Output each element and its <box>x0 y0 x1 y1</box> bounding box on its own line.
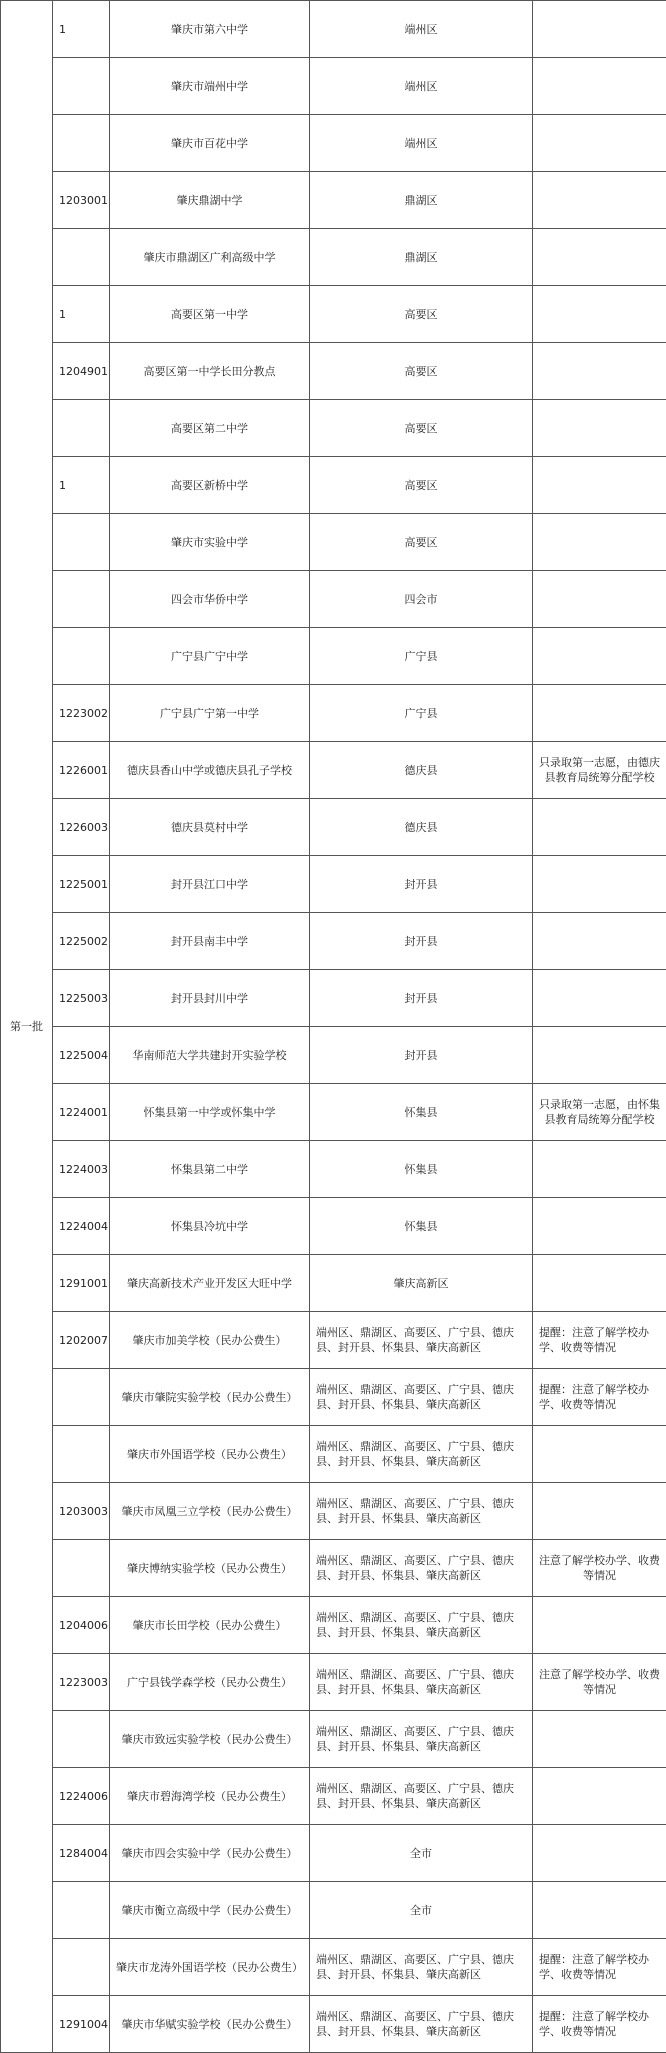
table-row <box>1 1141 666 1198</box>
table-row <box>1 1825 666 1882</box>
school-name: 肇庆市致远实验学校（民办公费生） <box>110 1711 310 1768</box>
school-name: 肇庆市百花中学 <box>110 115 310 172</box>
table-row <box>1 1711 666 1768</box>
enrollment-area: 高要区 <box>310 343 533 400</box>
school-name: 华南师范大学共建封开实验学校 <box>110 1027 310 1084</box>
school-name: 怀集县第一中学或怀集中学 <box>110 1084 310 1141</box>
school-name: 德庆县莫村中学 <box>110 799 310 856</box>
note <box>533 1483 666 1540</box>
table-row <box>1 1483 666 1540</box>
school-code <box>53 1540 110 1597</box>
school-code: 1224001 <box>53 1084 110 1141</box>
table-row <box>1 856 666 913</box>
school-name: 肇庆市龙涛外国语学校（民办公费生） <box>110 1939 310 1996</box>
enrollment-area: 高要区 <box>310 457 533 514</box>
table-row <box>1 1597 666 1654</box>
enrollment-area: 怀集县 <box>310 1141 533 1198</box>
note: 提醒：注意了解学校办学、收费等情况 <box>533 1312 666 1369</box>
table-row <box>1 457 666 514</box>
school-name: 德庆县香山中学或德庆县孔子学校 <box>110 742 310 799</box>
school-code <box>53 628 110 685</box>
enrollment-area: 端州区、鼎湖区、高要区、广宁县、德庆县、封开县、怀集县、肇庆高新区 <box>310 1996 533 2053</box>
school-name: 广宁县广宁第一中学 <box>110 685 310 742</box>
table-row <box>1 1654 666 1711</box>
school-code: 1226003 <box>53 799 110 856</box>
enrollment-area: 封开县 <box>310 856 533 913</box>
note <box>533 970 666 1027</box>
table-row <box>1 1768 666 1825</box>
note <box>533 1426 666 1483</box>
table-row <box>1 1198 666 1255</box>
note: 提醒：注意了解学校办学、收费等情况 <box>533 1996 666 2053</box>
school-name: 广宁县钱学森学校（民办公费生） <box>110 1654 310 1711</box>
note: 提醒：注意了解学校办学、收费等情况 <box>533 1939 666 1996</box>
table-row <box>1 628 666 685</box>
enrollment-area: 全市 <box>310 1882 533 1939</box>
school-code: 1225001 <box>53 856 110 913</box>
note <box>533 1 666 58</box>
school-code: 1224006 <box>53 1768 110 1825</box>
enrollment-area: 端州区、鼎湖区、高要区、广宁县、德庆县、封开县、怀集县、肇庆高新区 <box>310 1711 533 1768</box>
enrollment-area: 封开县 <box>310 913 533 970</box>
enrollment-area: 封开县 <box>310 970 533 1027</box>
school-code: 1225002 <box>53 913 110 970</box>
note <box>533 229 666 286</box>
school-name: 封开县江口中学 <box>110 856 310 913</box>
enrollment-area: 怀集县 <box>310 1084 533 1141</box>
school-code: 1225004 <box>53 1027 110 1084</box>
school-code: 1204006 <box>53 1597 110 1654</box>
enrollment-area: 德庆县 <box>310 742 533 799</box>
table-row <box>1 685 666 742</box>
note <box>533 400 666 457</box>
school-code <box>53 229 110 286</box>
enrollment-area: 端州区、鼎湖区、高要区、广宁县、德庆县、封开县、怀集县、肇庆高新区 <box>310 1768 533 1825</box>
note: 注意了解学校办学、收费等情况 <box>533 1654 666 1711</box>
table-row <box>1 1939 666 1996</box>
school-code <box>53 400 110 457</box>
table-row <box>1 343 666 400</box>
school-name: 肇庆市衡立高级中学（民办公费生） <box>110 1882 310 1939</box>
enrollment-area: 端州区 <box>310 1 533 58</box>
school-code <box>53 571 110 628</box>
table-row <box>1 742 666 799</box>
note <box>533 1255 666 1312</box>
school-name: 怀集县第二中学 <box>110 1141 310 1198</box>
table-row <box>1 400 666 457</box>
school-code: 1 <box>53 286 110 343</box>
school-name: 肇庆鼎湖中学 <box>110 172 310 229</box>
table-row <box>1 1996 666 2053</box>
note <box>533 58 666 115</box>
note <box>533 1141 666 1198</box>
enrollment-area: 德庆县 <box>310 799 533 856</box>
school-name: 肇庆博纳实验学校（民办公费生） <box>110 1540 310 1597</box>
table-row <box>1 1027 666 1084</box>
enrollment-area: 端州区、鼎湖区、高要区、广宁县、德庆县、封开县、怀集县、肇庆高新区 <box>310 1939 533 1996</box>
school-name: 肇庆市加美学校（民办公费生） <box>110 1312 310 1369</box>
note <box>533 628 666 685</box>
table-row <box>1 1426 666 1483</box>
school-name: 封开县封川中学 <box>110 970 310 1027</box>
enrollment-area: 全市 <box>310 1825 533 1882</box>
note <box>533 1027 666 1084</box>
note <box>533 514 666 571</box>
table-row <box>1 913 666 970</box>
school-name: 肇庆市四会实验中学（民办公费生） <box>110 1825 310 1882</box>
table-row <box>1 286 666 343</box>
enrollment-area: 端州区、鼎湖区、高要区、广宁县、德庆县、封开县、怀集县、肇庆高新区 <box>310 1597 533 1654</box>
school-name: 肇庆市实验中学 <box>110 514 310 571</box>
note <box>533 1198 666 1255</box>
table-row <box>1 1312 666 1369</box>
enrollment-area: 怀集县 <box>310 1198 533 1255</box>
school-code: 1202007 <box>53 1312 110 1369</box>
table-row <box>1 1255 666 1312</box>
table-row <box>1 172 666 229</box>
school-name: 肇庆市第六中学 <box>110 1 310 58</box>
enrollment-area: 端州区、鼎湖区、高要区、广宁县、德庆县、封开县、怀集县、肇庆高新区 <box>310 1483 533 1540</box>
school-code <box>53 1426 110 1483</box>
table-row <box>1 1540 666 1597</box>
school-code <box>53 1882 110 1939</box>
enrollment-area: 封开县 <box>310 1027 533 1084</box>
table-row <box>1 514 666 571</box>
note <box>533 799 666 856</box>
note <box>533 1711 666 1768</box>
school-name: 怀集县冷坑中学 <box>110 1198 310 1255</box>
school-code: 1224004 <box>53 1198 110 1255</box>
school-code: 1 <box>53 1 110 58</box>
table-row <box>1 1882 666 1939</box>
note <box>533 286 666 343</box>
table-row <box>1 970 666 1027</box>
table-row <box>1 1084 666 1141</box>
note <box>533 913 666 970</box>
enrollment-area: 鼎湖区 <box>310 172 533 229</box>
note <box>533 1825 666 1882</box>
table-row <box>1 799 666 856</box>
note: 只录取第一志愿，由怀集县教育局统筹分配学校 <box>533 1084 666 1141</box>
table-body <box>1 1 666 2053</box>
enrollment-area: 广宁县 <box>310 628 533 685</box>
note <box>533 1768 666 1825</box>
school-name: 高要区新桥中学 <box>110 457 310 514</box>
note <box>533 343 666 400</box>
school-code: 1284004 <box>53 1825 110 1882</box>
school-name: 封开县南丰中学 <box>110 913 310 970</box>
enrollment-area: 端州区、鼎湖区、高要区、广宁县、德庆县、封开县、怀集县、肇庆高新区 <box>310 1369 533 1426</box>
table-row <box>1 229 666 286</box>
school-name: 肇庆市长田学校（民办公费生） <box>110 1597 310 1654</box>
table-row <box>1 571 666 628</box>
school-code: 1224003 <box>53 1141 110 1198</box>
enrollment-area: 高要区 <box>310 514 533 571</box>
enrollment-area: 端州区、鼎湖区、高要区、广宁县、德庆县、封开县、怀集县、肇庆高新区 <box>310 1654 533 1711</box>
school-code <box>53 115 110 172</box>
enrollment-area: 鼎湖区 <box>310 229 533 286</box>
note <box>533 115 666 172</box>
school-name: 肇庆市华赋实验学校（民办公费生） <box>110 1996 310 2053</box>
school-name: 高要区第一中学 <box>110 286 310 343</box>
school-code: 1204901 <box>53 343 110 400</box>
school-code <box>53 1711 110 1768</box>
enrollment-area: 端州区 <box>310 115 533 172</box>
table-row <box>1 1 666 58</box>
school-code: 1203003 <box>53 1483 110 1540</box>
school-code: 1 <box>53 457 110 514</box>
school-name: 高要区第一中学长田分教点 <box>110 343 310 400</box>
enrollment-area: 肇庆高新区 <box>310 1255 533 1312</box>
enrollment-area: 端州区、鼎湖区、高要区、广宁县、德庆县、封开县、怀集县、肇庆高新区 <box>310 1312 533 1369</box>
note <box>533 685 666 742</box>
note: 提醒：注意了解学校办学、收费等情况 <box>533 1369 666 1426</box>
note: 注意了解学校办学、收费等情况 <box>533 1540 666 1597</box>
enrollment-area: 高要区 <box>310 400 533 457</box>
enrollment-area: 广宁县 <box>310 685 533 742</box>
note <box>533 1597 666 1654</box>
note <box>533 1882 666 1939</box>
school-name: 广宁县广宁中学 <box>110 628 310 685</box>
table-row <box>1 115 666 172</box>
enrollment-area: 四会市 <box>310 571 533 628</box>
table-row <box>1 58 666 115</box>
note <box>533 457 666 514</box>
school-code: 1223002 <box>53 685 110 742</box>
note <box>533 172 666 229</box>
school-code: 1203001 <box>53 172 110 229</box>
school-name: 肇庆市凤凰三立学校（民办公费生） <box>110 1483 310 1540</box>
school-name: 四会市华侨中学 <box>110 571 310 628</box>
school-name: 肇庆市外国语学校（民办公费生） <box>110 1426 310 1483</box>
school-code <box>53 58 110 115</box>
note <box>533 571 666 628</box>
school-code: 1291004 <box>53 1996 110 2053</box>
batch-label: 第一批 <box>1 1 53 2053</box>
enrollment-area: 端州区 <box>310 58 533 115</box>
enrollment-area: 高要区 <box>310 286 533 343</box>
school-name: 肇庆市鼎湖区广利高级中学 <box>110 229 310 286</box>
enrollment-area: 端州区、鼎湖区、高要区、广宁县、德庆县、封开县、怀集县、肇庆高新区 <box>310 1426 533 1483</box>
school-code: 1226001 <box>53 742 110 799</box>
note: 只录取第一志愿，由德庆县教育局统筹分配学校 <box>533 742 666 799</box>
school-code: 1291001 <box>53 1255 110 1312</box>
school-name: 肇庆市端州中学 <box>110 58 310 115</box>
school-code: 1223003 <box>53 1654 110 1711</box>
school-code <box>53 1369 110 1426</box>
table-row <box>1 1369 666 1426</box>
school-code <box>53 514 110 571</box>
note <box>533 856 666 913</box>
school-code <box>53 1939 110 1996</box>
school-name: 肇庆高新技术产业开发区大旺中学 <box>110 1255 310 1312</box>
school-name: 肇庆市碧海湾学校（民办公费生） <box>110 1768 310 1825</box>
enrollment-area: 端州区、鼎湖区、高要区、广宁县、德庆县、封开县、怀集县、肇庆高新区 <box>310 1540 533 1597</box>
school-code: 1225003 <box>53 970 110 1027</box>
school-name: 肇庆市肇院实验学校（民办公费生） <box>110 1369 310 1426</box>
school-name: 高要区第二中学 <box>110 400 310 457</box>
